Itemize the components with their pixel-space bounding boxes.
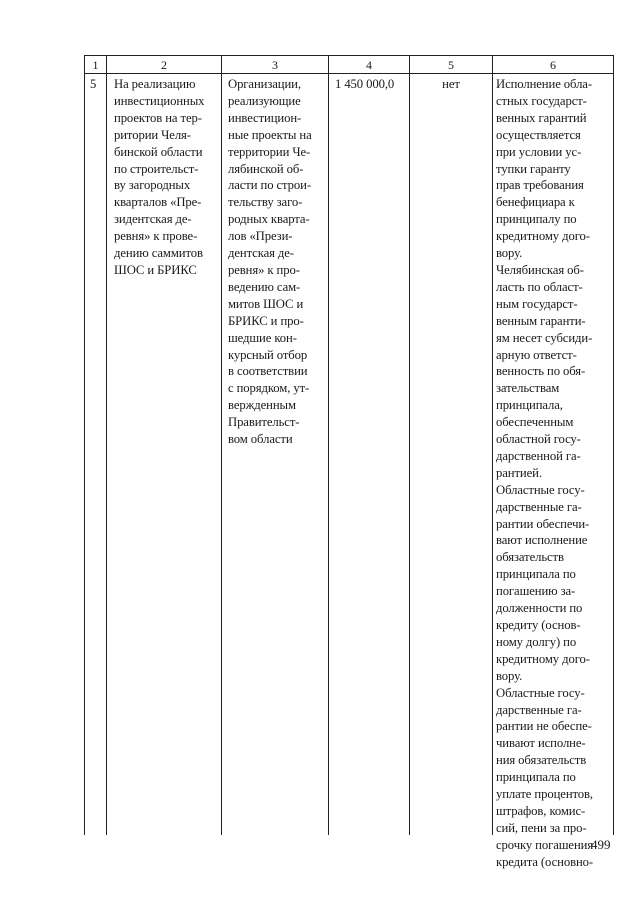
header-col-6: 6 [550,58,556,72]
col-line-3 [328,55,329,835]
header-col-3: 3 [272,58,278,72]
col-line-1 [106,55,107,835]
page-number: 499 [591,837,611,852]
cell-amount: 1 450 000,0 [335,77,395,91]
cell-regress: нет [442,77,460,91]
cell-conditions: Исполнение обла- стных государст- венных гарантий осуществляется при условии ус- тупки гаранту прав требования бенефициара к принципалу по кредитному дого- вору. Челябинская об- ласть по област- ным государст- венным гаранти- ям несет субсиди- арную ответст- венность по обя- зательствам принципала, обеспеченным областной госу- дарственной га- рантией. Областные госу- дарственные га- рантии обеспечи- вают исполнение обязательств принципала по погашению за- долженности по кредиту (основ- ному долгу) по кредитному дого- вору. Областные госу- дарственные га- рантии не обеспе- чивают исполне- ния обязательств принципала по уплате процентов, штрафов, комис- сий, пени за про- срочку погашения кредита (основно- [496,77,594,869]
col-line-6 [613,55,614,835]
header-bottom-border [84,73,614,74]
header-col-2: 2 [161,58,167,72]
header-col-1: 1 [92,58,99,72]
col-line-5 [492,55,493,835]
col-line-4 [409,55,410,835]
header-col-5: 5 [448,58,454,72]
header-col-4: 4 [366,58,372,72]
cell-purpose: На реализацию инвестиционных проектов на тер- ритории Челя- бинской области по строительст- ву загородных кварталов «Пре- зидентская де- ревня» к прове- дению саммитов ШОС и БРИКС [114,77,205,277]
col-line-0 [84,55,85,835]
table-top-border [84,55,614,56]
col-line-2 [221,55,222,835]
row-number: 5 [90,77,97,91]
cell-principals: Организации, реализующие инвестицион- ные проекты на территории Че- лябинской об- ласти по строи- тельству заго- родных кварта- лов «Прези- дентская де- ревня» к про- ведению сам- митов ШОС и БРИКС и про- шедшие кон- курсный отбор в соответствии с порядком, ут- вержденным Правительст- вом области [228,77,312,447]
